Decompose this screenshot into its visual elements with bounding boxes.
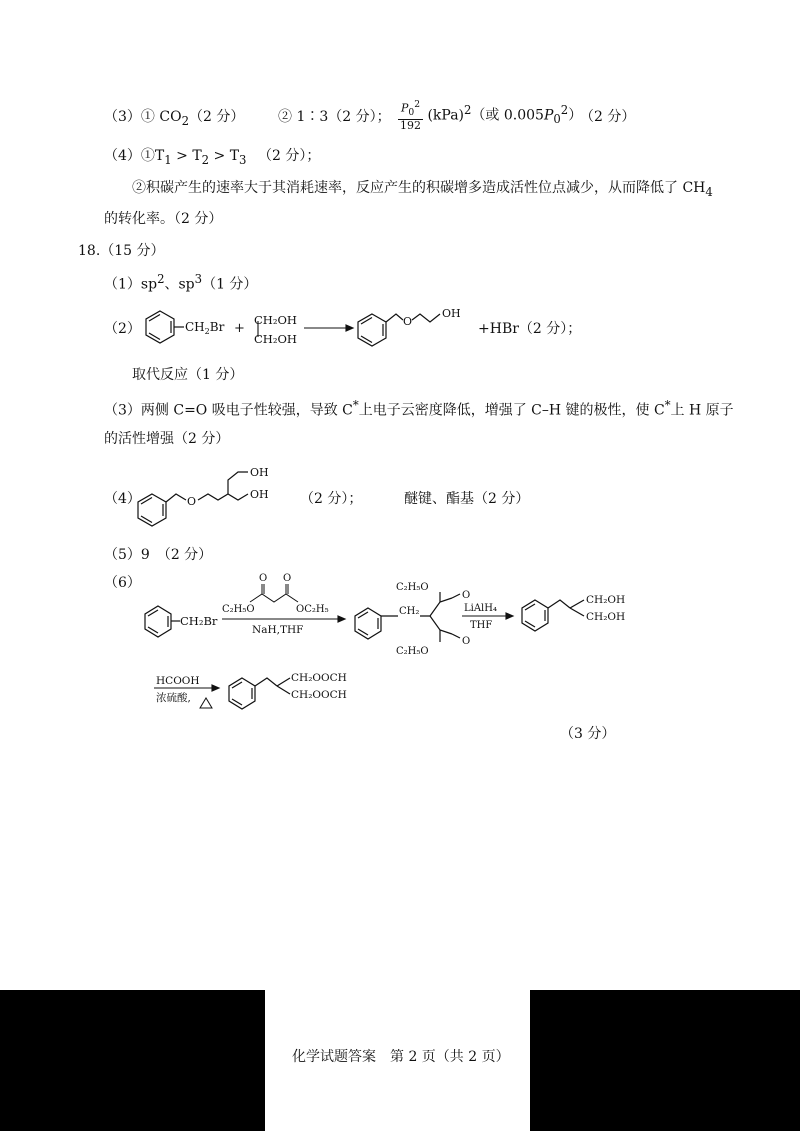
q17-part3-line [104, 106, 244, 128]
paren: ） [568, 107, 583, 124]
q17-part3-answer1: ① CO [140, 109, 182, 125]
malonate-bonds [250, 584, 298, 602]
ch2br-label: CH₂Br [180, 614, 218, 628]
q18-part2-hbr: +HBr（2 分）； [478, 321, 582, 337]
subscript: 0 [553, 112, 561, 127]
ether-o: O [403, 315, 413, 328]
int-bottom-ester: C₂H₅O [396, 646, 429, 657]
heat-triangle-icon [200, 698, 212, 708]
malonate-right: OC₂H₅ [296, 604, 329, 615]
condition-2-top: LiAlH₄ [464, 603, 497, 614]
q18-part3-line1 [104, 398, 734, 420]
superscript: 3 [194, 272, 203, 286]
diol-bonds [522, 600, 584, 631]
subscript: 2 [201, 152, 210, 167]
q18-part4-structure [130, 458, 300, 530]
q17-part4-label: （4） [104, 148, 141, 164]
hybrid: sp [140, 276, 158, 293]
product-oh: OH [442, 307, 461, 320]
int-ch2: CH₂ [399, 606, 420, 617]
star: * [664, 398, 671, 412]
final-bottom: CH₂OOCH [291, 689, 347, 701]
alt-text: （或 0.005 [471, 107, 544, 124]
diol-top: CH₂OH [586, 594, 626, 606]
score: （2 分） [188, 109, 245, 125]
unit: (kPa) [427, 107, 464, 124]
benzyl-bromide [145, 606, 180, 637]
q17-part3-label: （3） [104, 109, 141, 125]
subscript: 0 [408, 106, 415, 118]
intermediate-bonds [355, 592, 460, 642]
oh-bottom: OH [250, 488, 269, 501]
q18-part2-type: 取代反应（1 分） [132, 367, 244, 383]
q18-header: 18.（15 分） [78, 243, 165, 259]
superscript: 2 [464, 102, 472, 117]
q17-part3-answer2: ② 1∶3（2 分）； [278, 109, 391, 125]
q17-part4-score: （2 分）； [258, 148, 321, 164]
gt: > T [209, 148, 240, 164]
gt: > T [171, 148, 202, 164]
hybrid: 、sp [164, 276, 195, 293]
q18-part4-score: （2 分）； [300, 491, 363, 507]
malonate-left: C₂H₅O [222, 604, 255, 615]
condition-3-bottom: 浓硫酸, [156, 692, 191, 704]
black-block-left [0, 990, 265, 1131]
subscript: 3 [239, 152, 247, 167]
score: （1 分） [202, 276, 258, 293]
final-top: CH₂OOCH [291, 672, 347, 684]
text: 上电子云密度降低，增强了 C–H 键的极性，使 C [358, 402, 665, 419]
q18-part3-line2: 的活性增强（2 分） [104, 431, 230, 447]
ether-o: O [187, 495, 197, 508]
condition-3-top: HCOOH [156, 675, 200, 687]
q18-part2-label: （2） [104, 321, 141, 337]
star: * [352, 398, 359, 412]
q18-part1 [104, 272, 257, 294]
q18-part5: （5）9 （2 分） [104, 547, 213, 563]
int-o2: O [462, 636, 471, 647]
q17-part4-reason [132, 177, 713, 199]
q17-part3-answer3 [398, 99, 582, 132]
q18-part6-label: （6） [104, 575, 141, 591]
q17-part4-line1 [104, 145, 246, 167]
q18-part6-synthesis [140, 570, 640, 720]
benzene-ring [146, 311, 184, 343]
frac-den: 192 [400, 118, 421, 132]
arrow-1 [222, 616, 345, 622]
malonate-o1: O [259, 573, 268, 584]
ch2br-label: $CH_2Br$ [185, 320, 225, 336]
subscript: 2 [181, 113, 189, 128]
symbol-p: P [543, 107, 554, 124]
reason-text: ②积碳产生的速率大于其消耗速率，反应产生的积碳增多造成活性位点减少，从而降低了 CH [132, 180, 706, 196]
frac-num: P [400, 101, 409, 115]
q18-part4-label: （4） [104, 491, 141, 507]
q17-part3-score3: （2 分） [580, 109, 636, 125]
text: （3）两侧 C=O 吸电子性较强，导致 C [104, 402, 353, 419]
reaction-arrow [304, 325, 353, 331]
final-product-bonds [229, 678, 290, 709]
superscript: 2 [414, 99, 421, 110]
temp-order: ①T [140, 148, 165, 164]
q18-part6-score: （3 分） [560, 726, 616, 742]
black-block-right [530, 990, 800, 1131]
fraction [398, 99, 423, 132]
glycol-top: CH₂OH [254, 313, 297, 327]
subscript: 4 [705, 184, 713, 199]
condition-2-bottom: THF [470, 620, 493, 631]
int-o1: O [462, 590, 471, 601]
label: （1） [104, 276, 141, 293]
int-top-ester: C₂H₅O [396, 582, 429, 593]
condition-1: NaH,THF [252, 624, 304, 636]
oh-top: OH [250, 466, 269, 479]
text: 上 H 原子 [670, 402, 734, 419]
superscript: 2 [157, 272, 165, 286]
product-structure [358, 314, 440, 346]
superscript: 2 [560, 102, 569, 117]
page-footer: 化学试题答案 第 2 页（共 2 页） [292, 1049, 510, 1065]
q17-part4-reason-cont: 的转化率。（2 分） [104, 211, 223, 227]
malonate-o2: O [283, 573, 292, 584]
diol-bottom: CH₂OH [586, 611, 626, 623]
plus-sign: + [234, 321, 245, 336]
subscript: 1 [164, 152, 172, 167]
glycol-bottom: CH₂OH [254, 332, 297, 346]
q18-part4-groups: 醚键、酯基（2 分） [404, 491, 530, 507]
